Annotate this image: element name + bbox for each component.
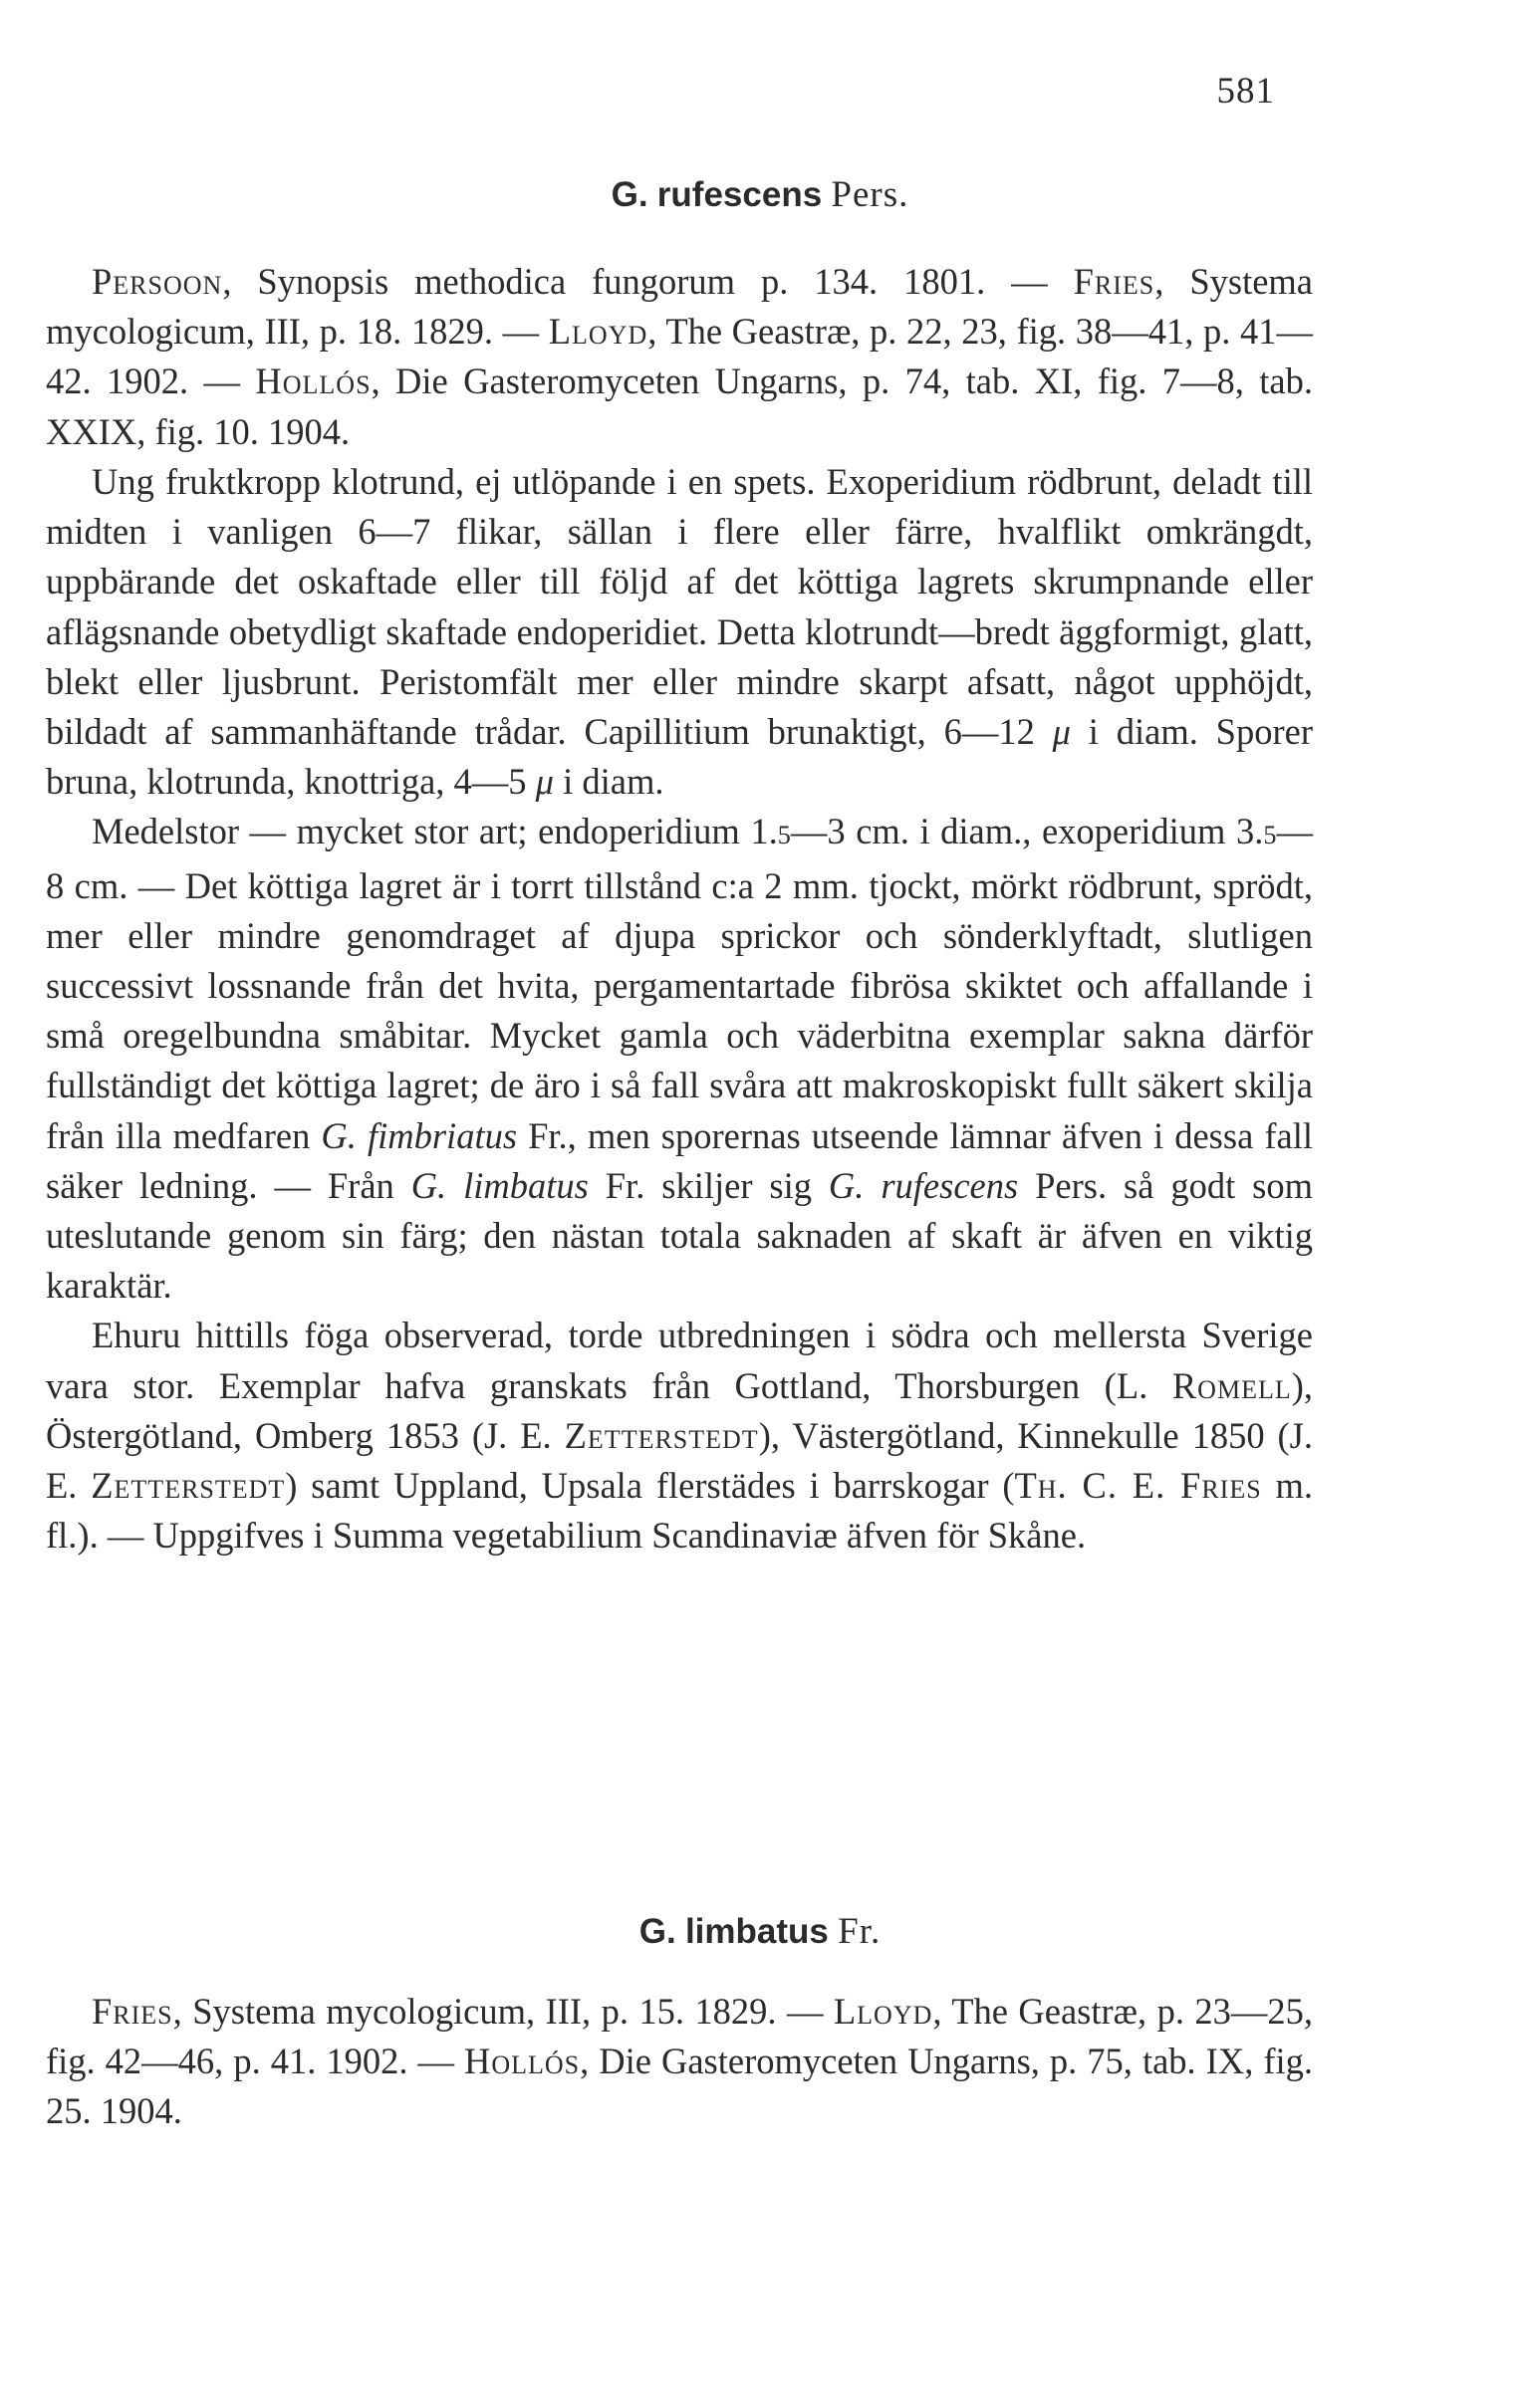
collector-name: Th. C. E. Fries: [1014, 1465, 1262, 1507]
references-rufescens: [46, 257, 1313, 457]
species-italic: G. rufescens: [828, 1164, 1019, 1206]
species-author: Pers.: [831, 174, 909, 215]
text-run: —8 cm. — Det köttiga lagret är i torrt tillstånd c:a 2 mm. tjockt, mörkt rödbrunt, sprödt, mer eller mindre genomdraget af djupa sprickor och sönderklyftadt, slutligen successivt lossnande från det hvita, pergamentartade fibrösa skiktet och affallande i små oregelbundna småbitar. Mycket gamla och väderbitna exemplar sakna därför fullständigt det köttiga lagret; de äro i så fall svåra att makroskopiskt fullt säkert skilja från illa medfaren: [46, 811, 1313, 1156]
text-run: Medelstor — mycket stor art; endoperidium 1.: [92, 811, 778, 852]
species-italic: G. limbatus: [410, 1164, 589, 1206]
species-name: rufescens: [656, 175, 823, 214]
description-paragraph-3: [46, 1311, 1313, 1561]
ref-author: Lloyd: [548, 311, 648, 353]
decimal-digit: 5: [1263, 821, 1277, 850]
ref-text: , Synopsis methodica fungorum p. 134. 1801. —: [222, 261, 1074, 302]
genus-abbrev: G.: [638, 1912, 676, 1951]
text-run: m. fl.). — Uppgifves i Summa vegetabilium Scandinaviæ äfven för Skåne.: [46, 1465, 1313, 1557]
references-limbatus: [46, 1987, 1313, 2137]
ref-author: Lloyd: [833, 1991, 933, 2032]
ref-author: Hollós: [255, 361, 372, 402]
species-italic: G. fimbriatus: [321, 1114, 518, 1156]
collector-name: Romell: [1171, 1364, 1292, 1406]
genus-abbrev: G.: [611, 175, 648, 214]
ref-author: Fries: [1073, 261, 1155, 302]
collector-name: Zetterstedt: [91, 1465, 286, 1507]
page-number: 581: [1216, 71, 1275, 112]
collector-name: Zetterstedt: [564, 1414, 759, 1456]
reference-paragraph: [46, 257, 1313, 457]
species-author: Fr.: [838, 1911, 882, 1952]
description-rufescens: [46, 457, 1313, 1561]
ref-text: , Die Gasteromyceten Ungarns, p. 75, tab. IX, fig. 25. 1904.: [46, 2041, 1313, 2132]
micron-symbol: μ: [535, 761, 554, 803]
text-run: Ehuru hittills föga observerad, torde utbredningen i södra och mellersta Sverige vara stor. Exemplar hafva granskats från Gottland, Thorsburgen (L.: [46, 1315, 1313, 1406]
species-name: limbatus: [684, 1912, 829, 1951]
description-paragraph-1: [46, 457, 1313, 807]
description-paragraph-2: [46, 807, 1313, 1311]
ref-text: , The Geastræ, p. 22, 23, fig. 38—41, p. 41—42. 1902. —: [46, 311, 1313, 402]
text-run: Fr. skiljer sig: [588, 1164, 829, 1206]
ref-author: Hollós: [463, 2041, 581, 2082]
species-heading-limbatus: [0, 1910, 1520, 1953]
text-run: Fr., men sporernas utseende lämnar äfven i dessa fall säker ledning. — Från: [46, 1114, 1314, 1206]
text-run: i diam. Sporer bruna, klotrunda, knottriga, 4—5: [46, 711, 1313, 803]
text-run: Ung fruktkropp klotrund, ej utlöpande i en spets. Exoperidium rödbrunt, deladt till midten i vanligen 6—7 flikar, sällan i flere eller färre, hvalflikt omkrängdt, uppbärande det oskaftade eller till följd af det köttiga lagrets skrumpnande eller aflägsnande obetydligt skaftade endoperidiet. Detta klotrundt—bredt äggformigt, glatt, blekt eller ljusbrunt. Peristomfält mer eller mindre skarpt afsatt, något upphöjdt, bildadt af sammanhäftande trådar. Capillitium brunaktigt, 6—12: [46, 461, 1313, 753]
micron-symbol: μ: [1052, 711, 1071, 753]
ref-author: Fries: [92, 1991, 173, 2032]
ref-text: , Systema mycologicum, III, p. 15. 1829. —: [172, 1991, 834, 2032]
ref-text: , The Geastræ, p. 23—25, fig. 42—46, p. 41. 1902. —: [46, 1991, 1313, 2082]
ref-text: , Systema mycologicum, III, p. 18. 1829. —: [46, 261, 1314, 353]
text-run: Pers. så godt som uteslutande genom sin färg; den nästan totala saknaden af skaft är äfven en viktig karaktär.: [46, 1164, 1313, 1307]
text-run: ), Västergötland, Kinnekulle 1850 (J. E.: [46, 1414, 1314, 1507]
text-run: —3 cm. i diam., exoperidium 3.: [790, 811, 1264, 852]
text-run: ) samt Uppland, Upsala flerstädes i barrskogar (: [285, 1465, 1015, 1507]
ref-text: , Die Gasteromyceten Ungarns, p. 74, tab. XI, fig. 7—8, tab. XXIX, fig. 10. 1904.: [46, 361, 1313, 452]
ref-author: Persoon: [92, 261, 223, 302]
decimal-digit: 5: [777, 821, 791, 850]
reference-paragraph: [46, 1987, 1313, 2137]
text-run: ), Östergötland, Omberg 1853 (J. E.: [46, 1364, 1313, 1456]
text-run: i diam.: [553, 761, 664, 803]
species-heading-rufescens: [0, 173, 1520, 216]
